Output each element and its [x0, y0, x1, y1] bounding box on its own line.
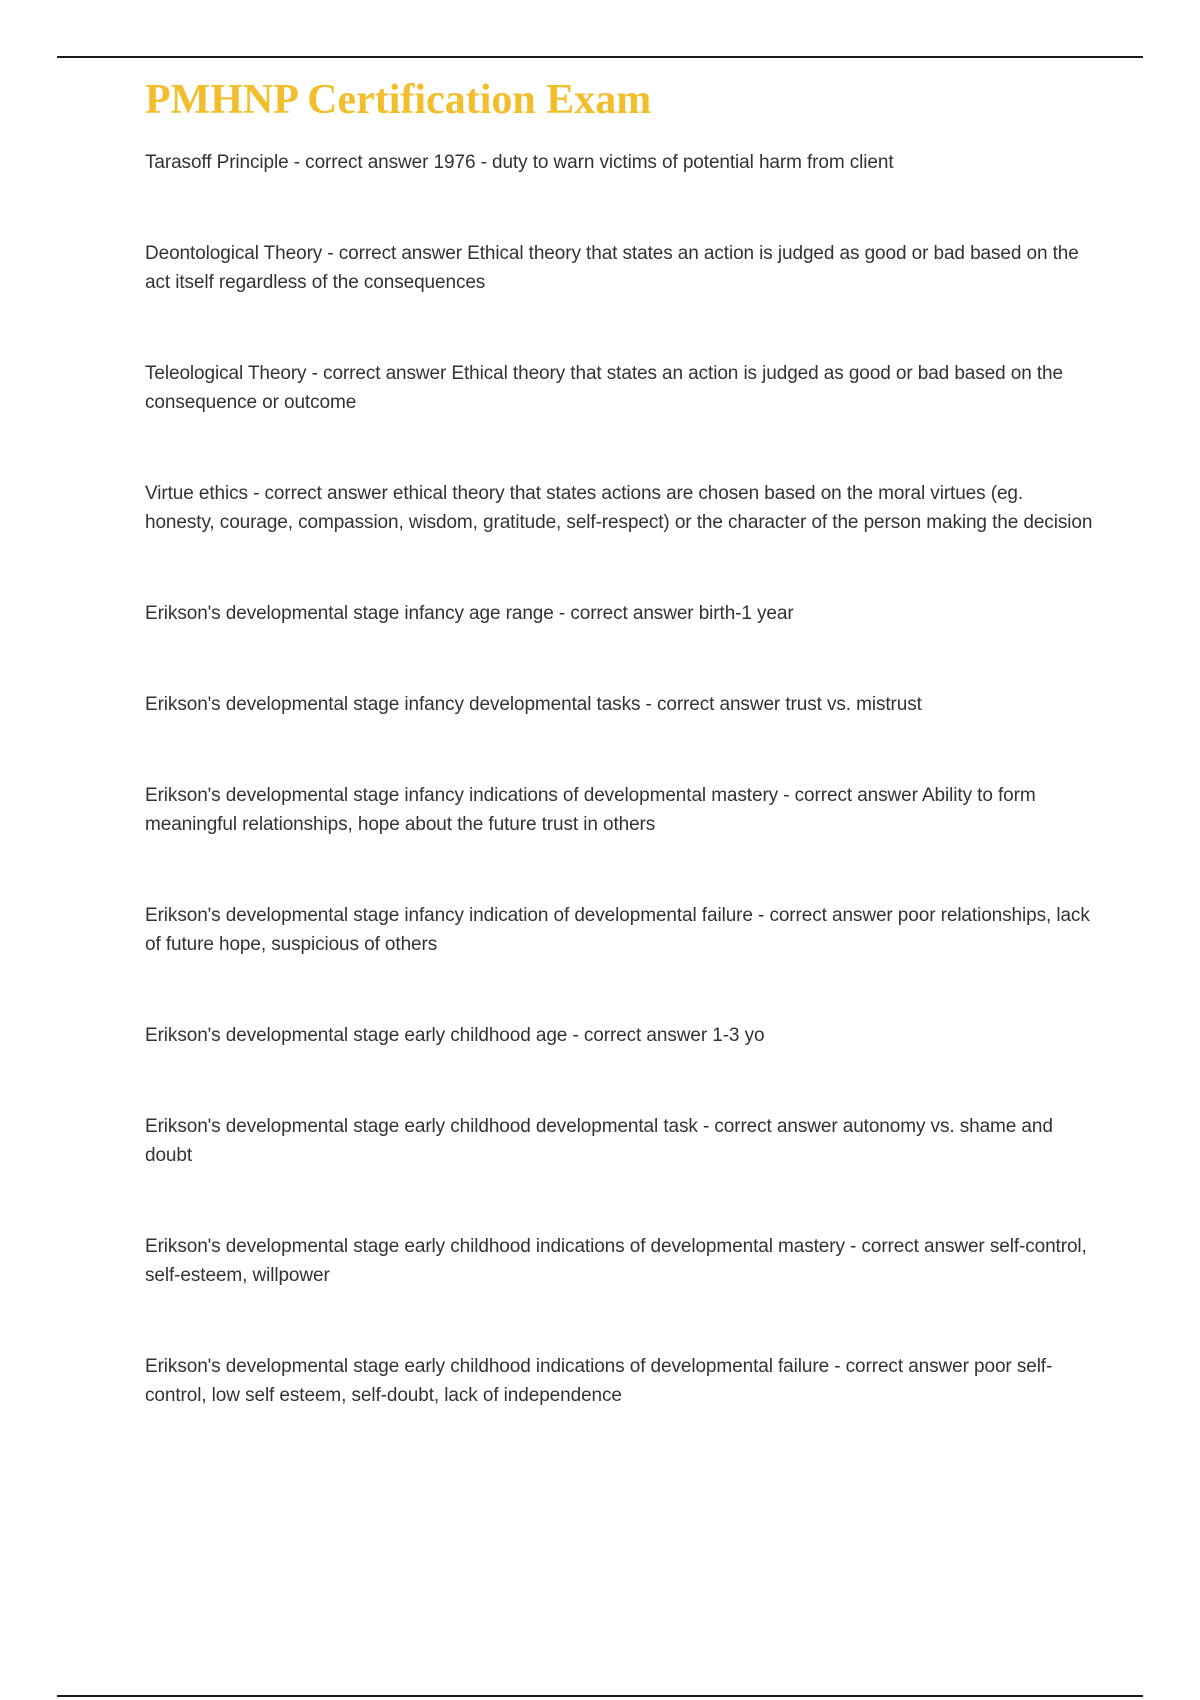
- qa-entry-tarasoff: Tarasoff Principle - correct answer 1976 - duty to warn victims of potential harm from client: [145, 152, 894, 173]
- qa-entry-infancy-mastery: Erikson's developmental stage infancy indications of developmental mastery - correct answer Ability to form meaningful relationships, hope about the future trust in others: [145, 785, 1036, 835]
- qa-entry-teleological: Teleological Theory - correct answer Ethical theory that states an action is judged as good or bad based on the consequence or outcome: [145, 363, 1063, 413]
- qa-entry-infancy-tasks: Erikson's developmental stage infancy developmental tasks - correct answer trust vs. mistrust: [145, 694, 922, 715]
- qa-entry-deontological: Deontological Theory - correct answer Ethical theory that states an action is judged as good or bad based on the act itself regardless of the consequences: [145, 243, 1079, 293]
- qa-entry-early-childhood-task: Erikson's developmental stage early childhood developmental task - correct answer autonomy vs. shame and doubt: [145, 1116, 1053, 1166]
- header-rule: [57, 56, 1143, 58]
- document-title: PMHNP Certification Exam: [145, 77, 652, 123]
- qa-entry-infancy-failure: Erikson's developmental stage infancy indication of developmental failure - correct answer poor relationships, lack of future hope, suspicious of others: [145, 905, 1090, 955]
- document-body: [145, 72, 1095, 1410]
- qa-entry-early-childhood-mastery: Erikson's developmental stage early childhood indications of developmental mastery - correct answer self-control, self-esteem, willpower: [145, 1236, 1087, 1286]
- qa-entry-early-childhood-failure: Erikson's developmental stage early childhood indications of developmental failure - correct answer poor self-control, low self esteem, self-doubt, lack of independence: [145, 1356, 1053, 1406]
- footer-rule: [57, 1695, 1143, 1697]
- qa-entry-virtue-ethics: Virtue ethics - correct answer ethical theory that states actions are chosen based on the moral virtues (eg. honesty, courage, compassion, wisdom, gratitude, self-respect) or the character of the person making the decision: [145, 483, 1093, 533]
- qa-entry-early-childhood-age: Erikson's developmental stage early childhood age - correct answer 1-3 yo: [145, 1025, 765, 1046]
- qa-entry-infancy-age: Erikson's developmental stage infancy age range - correct answer birth-1 year: [145, 603, 794, 624]
